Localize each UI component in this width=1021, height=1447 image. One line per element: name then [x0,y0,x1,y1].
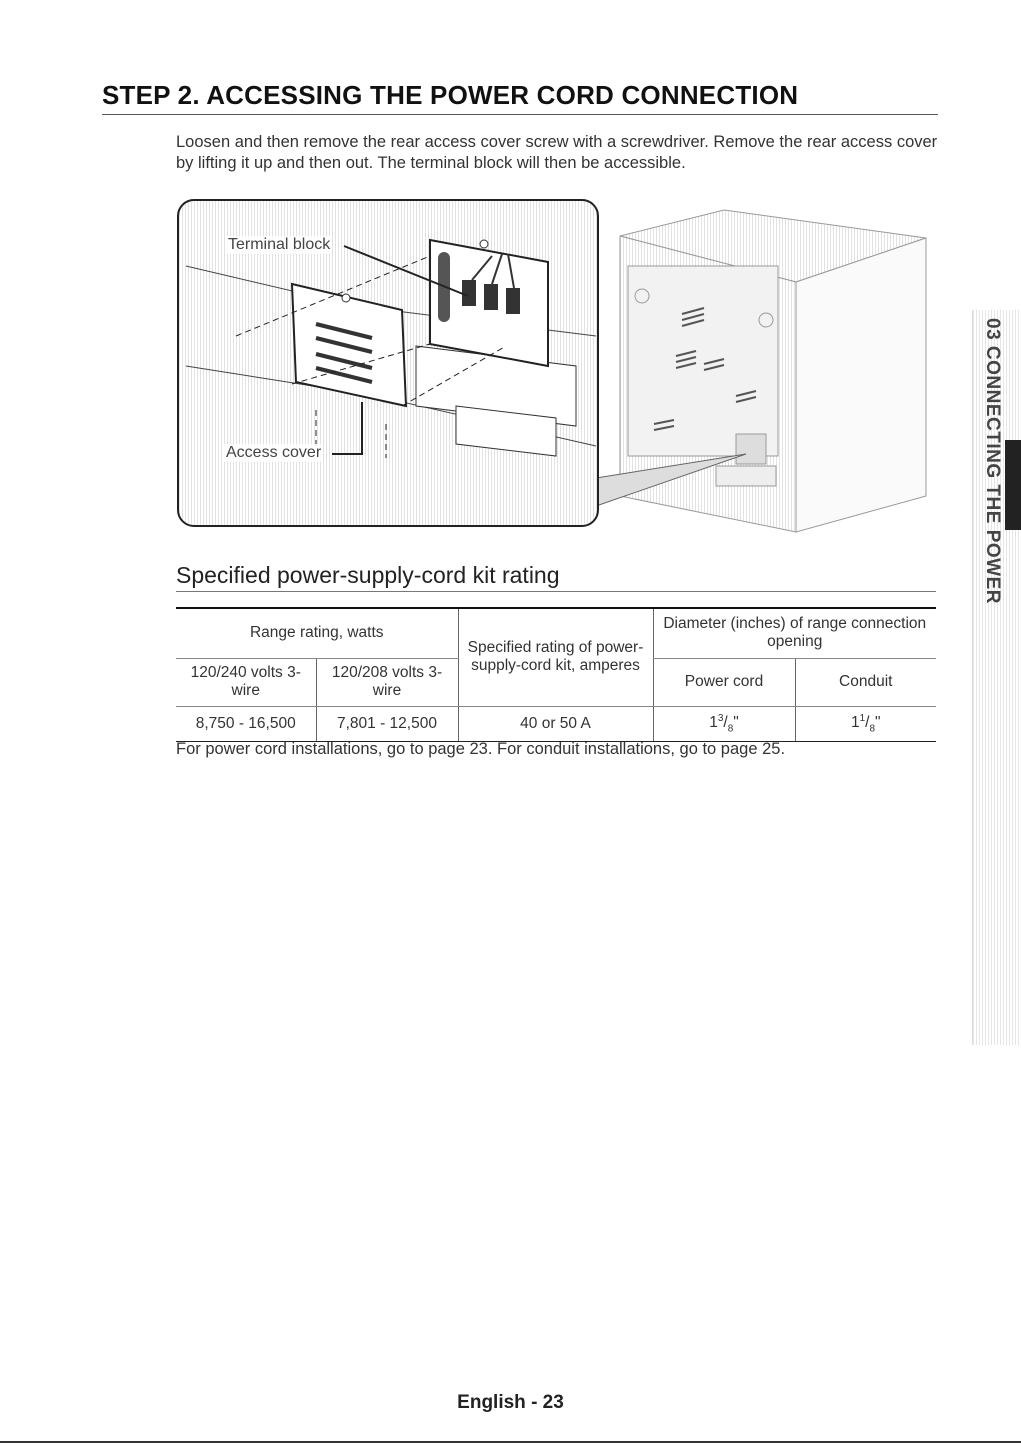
amperes-cell: 40 or 50 A [458,706,653,741]
intro-paragraph: Loosen and then remove the rear access cover screw with a screwdriver. Remove the rear access cover by lifting it up and then out. The terminal block will then be accessible. [176,133,938,172]
section-title: Specified power-supply-cord kit rating [176,562,936,592]
specified-rating-header: Specified rating of power-supply-cord kit, amperes [458,608,653,706]
step-title: STEP 2. ACCESSING THE POWER CORD CONNECTION [102,80,938,115]
watts-208-cell: 7,801 - 12,500 [316,706,458,741]
access-cover-label: Access cover [226,444,322,461]
range-body [620,210,926,532]
power-supply-cord-rating-table [176,607,936,742]
range-rating-header: Range rating, watts [176,608,458,658]
col-120-240-header: 120/240 volts 3-wire [176,658,316,706]
col-120-208-header: 120/208 volts 3-wire [316,658,458,706]
terminal-block-shape [430,240,548,366]
chapter-tab-label: 03 CONNECTING THE POWER [982,318,1003,604]
terminal-block-label: Terminal block [228,236,331,253]
col-conduit-header: Conduit [795,658,936,706]
table-row [176,706,936,741]
table-header-row [176,608,936,658]
diameter-header: Diameter (inches) of range connection opening [653,608,936,658]
installation-note: For power cord installations, go to page 23. For conduit installations, go to page 25. [176,740,786,758]
col-power-cord-header: Power cord [653,658,795,706]
conduit-diameter-cell: $1^1/_8$" [795,706,936,741]
watts-240-cell: 8,750 - 16,500 [176,706,316,741]
power-cord-diameter-cell: $1^3/_8$" [653,706,795,741]
chapter-tab-marker [1005,440,1021,530]
power-cord-connection-figure [176,196,938,542]
page-footer: English - 23 [457,1392,564,1413]
bottom-rule [0,1441,1021,1443]
